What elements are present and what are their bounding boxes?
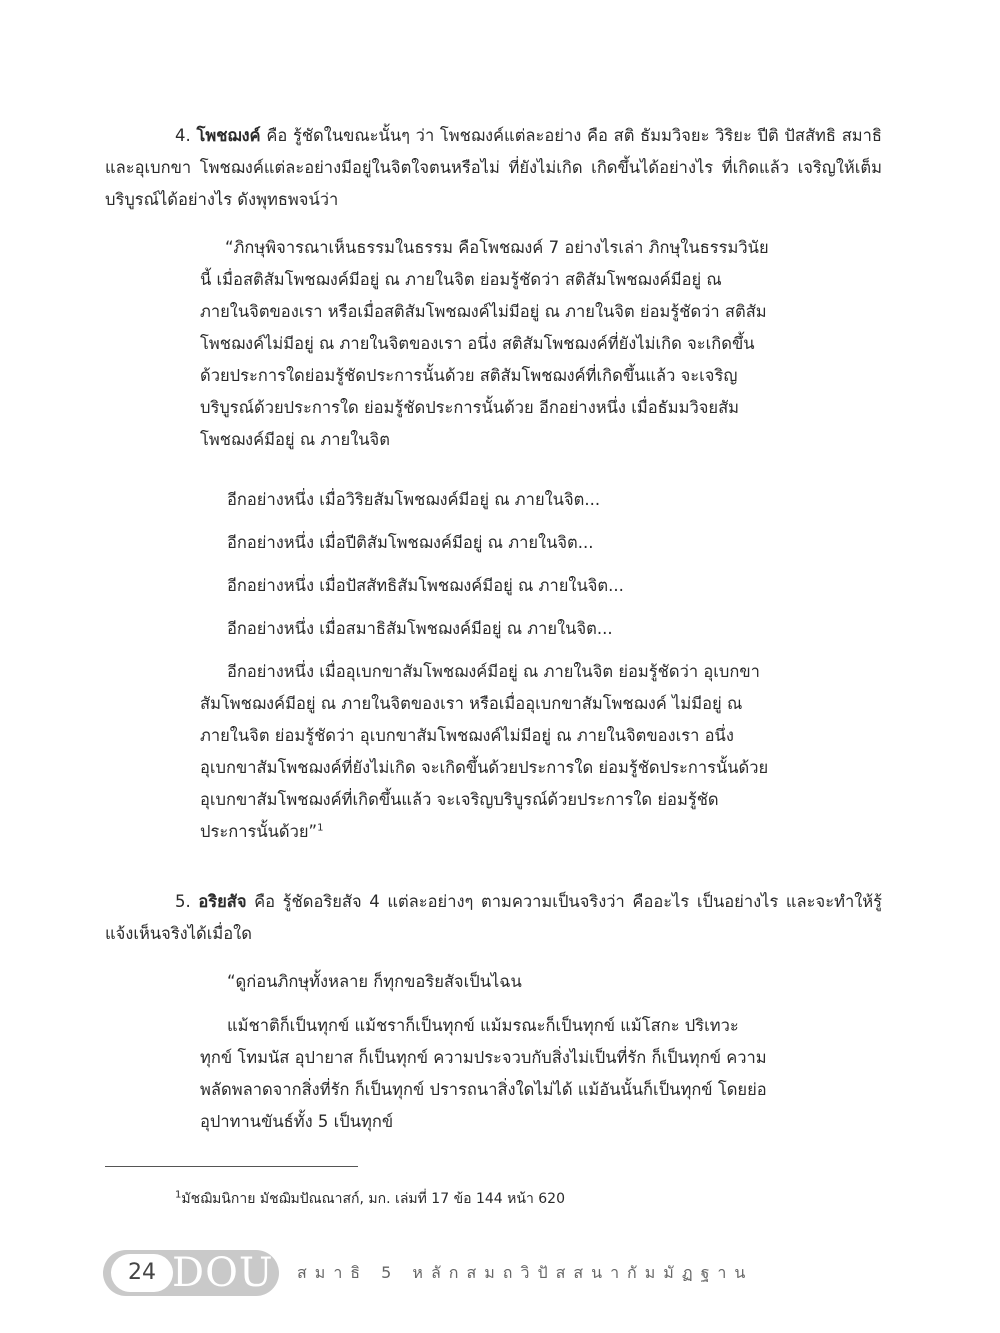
quote-line-viriya: อีกอย่างหนึ่ง เมื่อวิริยสัมโพชฌงค์มีอยู่ ณ ภายในจิต... <box>227 490 601 509</box>
quote-line-passaddhi: อีกอย่างหนึ่ง เมื่อปัสสัทธิสัมโพชฌงค์มีอยู่ ณ ภายในจิต... <box>227 576 624 595</box>
dou-logo: DOU <box>172 1250 274 1296</box>
book-title: สมาธิ 5 หลักสมถวิปัสสนากัมมัฏฐาน <box>297 1263 754 1282</box>
footnote-text: มัชฌิมนิกาย มัชฌิมปัณณาสก์, มก. เล่มที่ 17 ข้อ 144 หน้า 620 <box>181 1191 566 1207</box>
paragraph-bojjhanga <box>105 120 882 216</box>
footnote <box>175 1188 565 1210</box>
footnote-reference: 1 <box>317 822 324 834</box>
section-text: คือ รู้ชัดอริยสัจ 4 แต่ละอย่างๆ ตามความเป็นจริงว่า คืออะไร เป็นอย่างไร และจะทำให้รู้แจ้งเห็นจริงได้เมื่อใด <box>105 892 883 943</box>
page-number: 24 <box>111 1254 173 1292</box>
quote-line-samadhi: อีกอย่างหนึ่ง เมื่อสมาธิสัมโพชฌงค์มีอยู่ ณ ภายในจิต... <box>227 619 613 638</box>
quote-bojjhanga-upekkha: อีกอย่างหนึ่ง เมื่ออุเบกขาสัมโพชฌงค์มีอยู่ ณ ภายในจิต ย่อมรู้ชัดว่า อุเบกขาสัมโพชฌงค์มีอยู่ ณ ภายในจิตของเรา หรือเมื่ออุเบกขาสัมโพชฌงค์ ไม่มีอยู่ ณ ภายในจิต ย่อมรู้ชัดว่า อุเบกขาสัมโพชฌงค์ไม่มีอยู่ ณ ภายในจิตของเรา อนึ่ง อุเบกขาสัมโพชฌงค์ที่ยังไม่เกิด จะเกิดขึ้นด้วยประการใด ย่อมรู้ชัดประการนั้นด้วย อุเบกขาสัมโพชฌงค์ที่เกิดขึ้นแล้ว จะเจริญบริบูรณ์ด้วยประการใด ย่อมรู้ชัดประการนั้นด้วย”$^1$ <box>200 662 769 841</box>
section-term: อริยสัจ <box>198 892 247 911</box>
quote-line-piti: อีกอย่างหนึ่ง เมื่อปีติสัมโพชฌงค์มีอยู่ ณ ภายในจิต... <box>227 533 594 552</box>
section-number: 5. <box>175 892 191 911</box>
paragraph-ariyasacca <box>105 886 882 950</box>
footnote-divider <box>105 1166 358 1167</box>
section-text: คือ รู้ชัดในขณะนั้นๆ ว่า โพชฌงค์แต่ละอย่าง คือ สติ ธัมมวิจยะ วิริยะ ปีติ ปัสสัทธิ สมาธิ และอุเบกขา โพชฌงค์แต่ละอย่างมีอยู่ในจิตใจตนหรือไม่ ที่ยังไม่เกิด เกิดขึ้นได้อย่างไร ที่เกิดแล้ว เจริญให้เต็มบริบูรณ์ได้อย่างไร ดังพุทธพจน์ว่า <box>105 126 882 209</box>
quote-ariyasacca-body: แม้ชาติก็เป็นทุกข์ แม้ชราก็เป็นทุกข์ แม้มรณะก็เป็นทุกข์ แม้โสกะ ปริเทวะ ทุกข์ โทมนัส อุปายาส ก็เป็นทุกข์ ความประจวบกับสิ่งไม่เป็นที่รัก ก็เป็นทุกข์ ความพลัดพลาดจากสิ่งที่รัก ก็เป็นทุกข์ ปรารถนาสิ่งใดไม่ได้ แม้อันนั้นก็เป็นทุกข์ โดยย่ออุปาทานขันธ์ทั้ง 5 เป็นทุกข์ <box>200 1016 767 1131</box>
quote-bojjhanga-main: “ภิกษุพิจารณาเห็นธรรมในธรรม คือโพชฌงค์ 7 อย่างไรเล่า ภิกษุในธรรมวินัยนี้ เมื่อสติสัมโพชฌงค์มีอยู่ ณ ภายในจิต ย่อมรู้ชัดว่า สติสัมโพชฌงค์มีอยู่ ณ ภายในจิตของเรา หรือเมื่อสติสัมโพชฌงค์ไม่มีอยู่ ณ ภายในจิต ย่อมรู้ชัดว่า สติสัมโพชฌงค์ไม่มีอยู่ ณ ภายในจิตของเรา อนึ่ง สติสัมโพชฌงค์ที่ยังไม่เกิด จะเกิดขึ้นด้วยประการใดย่อมรู้ชัดประการนั้นด้วย สติสัมโพชฌงค์ที่เกิดขึ้นแล้ว จะเจริญบริบูรณ์ด้วยประการใด ย่อมรู้ชัดประการนั้นด้วย อีกอย่างหนึ่ง เมื่อธัมมวิจยสัมโพชฌงค์มีอยู่ ณ ภายในจิต <box>200 238 769 449</box>
footnote-number: 1 <box>175 1189 182 1201</box>
section-number: 4. <box>175 126 191 145</box>
section-term: โพชฌงค์ <box>196 126 261 145</box>
quote-ariyasacca-intro: “ดูก่อนภิกษุทั้งหลาย ก็ทุกขอริยสัจเป็นไฉน <box>227 972 522 991</box>
